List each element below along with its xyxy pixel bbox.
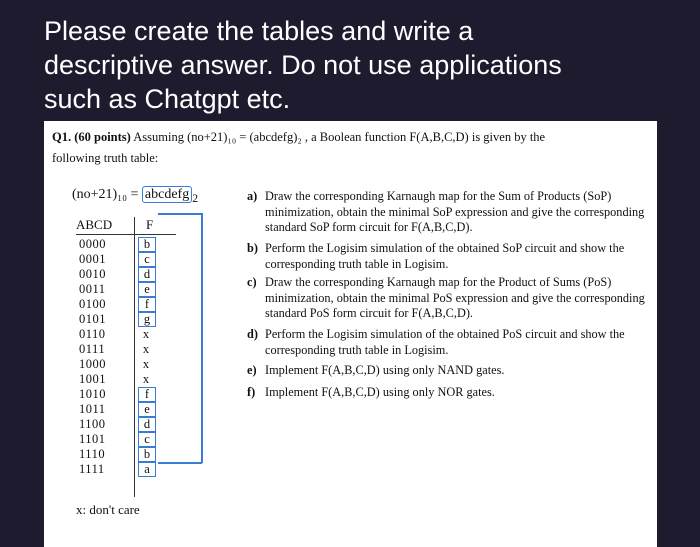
row-input: 0101 [79,312,106,326]
banner-line-1: Please create the tables and write a [44,16,474,46]
task-text: Implement F(A,B,C,D) using only NOR gates. [265,385,495,399]
question-intro-text: Assuming (no+21)₁₀ = (abcdefg)₂ , a Boolean function F(A,B,C,D) is given by the [133,130,546,144]
task-label: c) [247,275,257,289]
task-label: a) [247,189,258,203]
question-intro [52,130,545,145]
banner-line-2: descriptive answer. Do not use applications [44,50,562,80]
row-output: c [138,432,156,447]
row-output: x [142,372,150,386]
row-output: x [142,342,150,356]
row-input: 1001 [79,372,106,386]
dont-care-note: x: don't care [76,502,140,517]
task-text: Implement F(A,B,C,D) using only NAND gates. [265,363,505,377]
task-text: Perform the Logisim simulation of the obtained SoP circuit and show the corresponding truth table in Logisim. [265,241,625,271]
row-output: a [138,462,156,477]
row-output: e [138,402,156,417]
row-output: x [142,357,150,371]
arrow-line-top [158,213,202,215]
row-output: f [138,297,156,312]
row-input: 1011 [79,402,106,416]
task-label: b) [247,241,258,255]
row-input: 1010 [79,387,106,401]
row-input: 1101 [79,432,106,446]
question-document [44,121,657,547]
row-output: x [142,327,150,341]
task-text: Draw the corresponding Karnaugh map for the Product of Sums (PoS) minimization, obtain the minimal PoS expression and give the corresponding standard PoS form circuit for F(A,B,C,D). [265,275,645,320]
task-label: d) [247,327,258,341]
row-input: 1100 [79,417,106,431]
task-label: f) [247,385,256,399]
row-output: g [138,312,156,327]
instruction-banner [44,14,684,116]
equation-left: (no+21)₁₀ = [72,187,142,202]
row-input: 1110 [79,447,106,461]
row-input: 1000 [79,357,106,371]
task-label: e) [247,363,257,377]
banner-line-3: such as Chatgpt etc. [44,84,291,114]
row-input: 0011 [79,282,106,296]
arrow-line-bottom [158,462,202,464]
row-input: 0001 [79,252,106,266]
arrow-line-vertical [201,213,203,463]
equation-box: abcdefg [142,186,192,203]
header-output: F [146,217,154,232]
row-output: e [138,282,156,297]
row-output: c [138,252,156,267]
task-text: Perform the Logisim simulation of the obtained PoS circuit and show the corresponding truth table in Logisim. [265,327,625,357]
row-output: d [138,267,156,282]
table-divider-horizontal [76,234,176,235]
row-output: f [138,387,156,402]
row-output: d [138,417,156,432]
equation-sub: 2 [192,191,199,205]
row-input: 0000 [79,237,106,251]
table-divider-vertical [134,217,135,497]
equation [72,187,198,205]
header-input: ABCD [76,217,113,232]
question-intro-line2: following truth table: [52,151,159,165]
question-label: Q1. (60 points) [52,130,131,144]
row-input: 0100 [79,297,106,311]
row-output: b [138,447,156,462]
row-output: b [138,237,156,252]
task-text: Draw the corresponding Karnaugh map for the Sum of Products (SoP) minimization, obtain the minimal SoP expression and give the corresponding standard SoP form circuit for F(A,B,C,D). [265,189,645,234]
row-input: 0110 [79,327,106,341]
row-input: 1111 [79,462,105,476]
row-input: 0010 [79,267,106,281]
row-input: 0111 [79,342,106,356]
